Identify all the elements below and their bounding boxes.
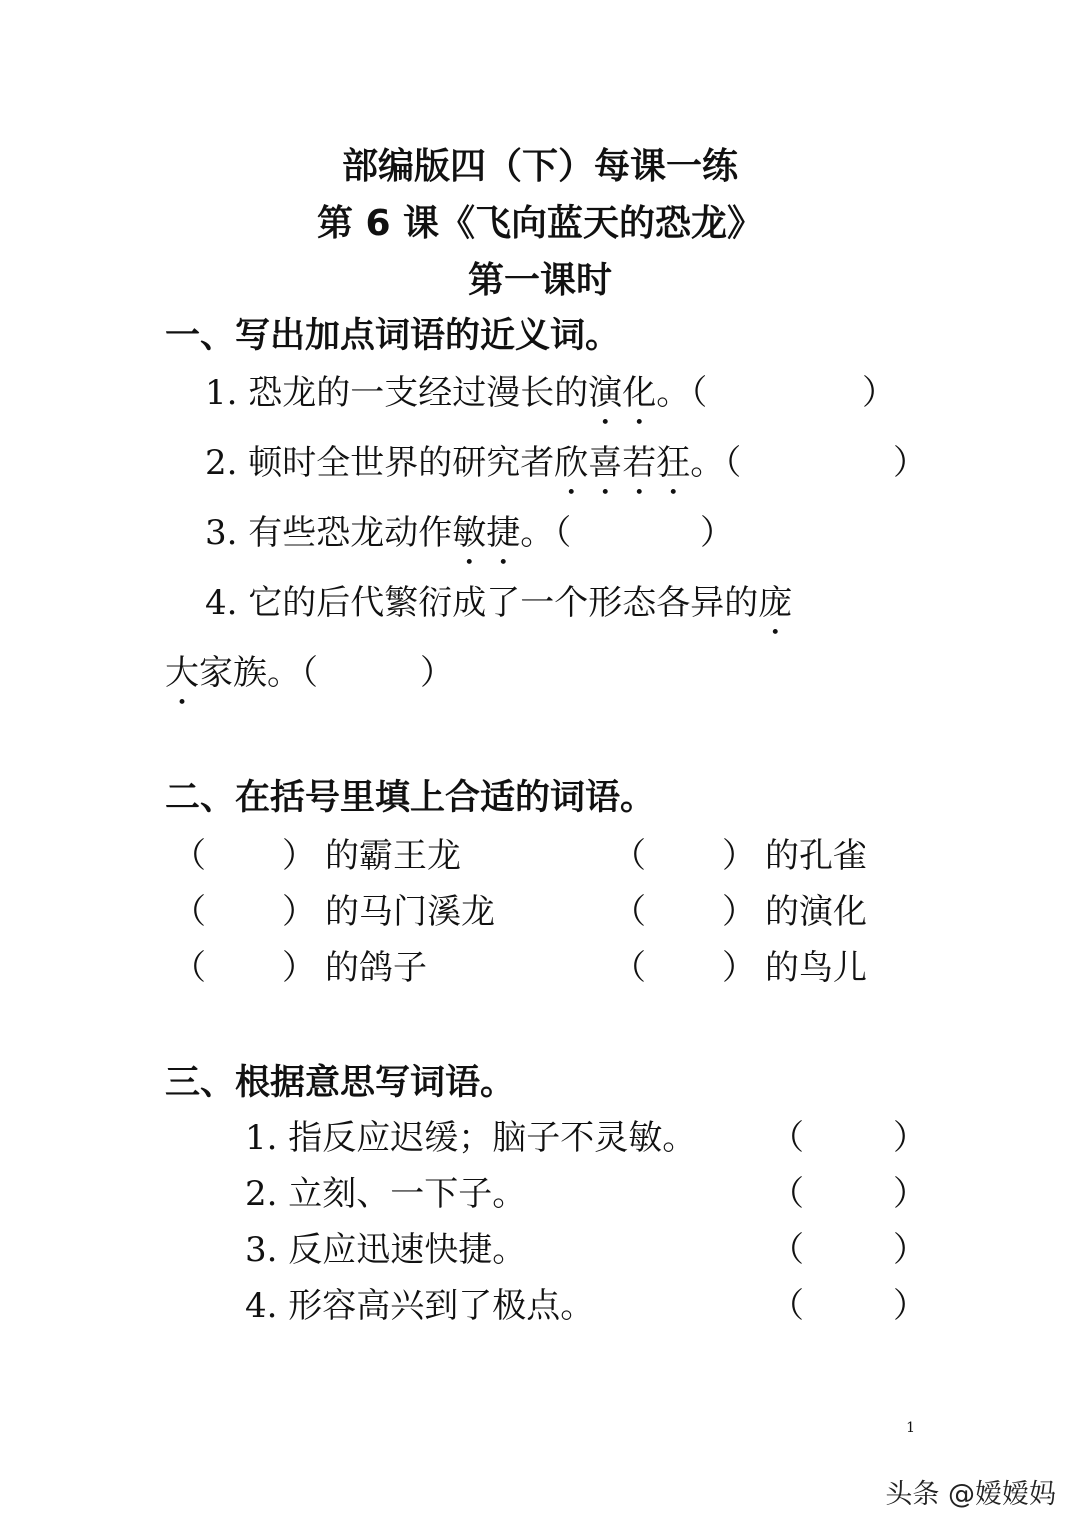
s2-close-paren: ） [722, 836, 756, 876]
s1-q2-open-paren: 。（ [690, 443, 742, 483]
s2-open-paren: （ [612, 948, 646, 988]
s1-question-3 [205, 505, 571, 573]
s1-q2-answer-close: ） [893, 443, 927, 483]
s3-item-2: 2. 立刻、一下子。 [245, 1174, 527, 1214]
s3-item-1: 1. 指反应迟缓；脑子不灵敏。 [245, 1118, 697, 1158]
s2-close-paren: ） [282, 836, 316, 876]
s1-question-4-line1 [205, 575, 792, 643]
s1-q3-text: 3. 有些恐龙动作 [205, 513, 453, 553]
s1-q1-dotted-word: 演化 [588, 373, 657, 413]
s2-item-5: 的鸽子 [325, 948, 427, 988]
s2-item-4: 的演化 [765, 892, 867, 932]
s1-q4-dotted-char-b: 大 [165, 653, 199, 693]
s1-q3-open-paren: 。（ [520, 513, 572, 553]
s1-q2-text: 2. 顿时全世界的研究者 [205, 443, 555, 483]
s3-close-paren: ） [893, 1174, 927, 1214]
s1-q1-text: 1. 恐龙的一支经过漫长的 [205, 373, 589, 413]
s1-q3-answer-close: ） [700, 513, 734, 553]
s2-open-paren: （ [172, 836, 206, 876]
s1-q4-dotted-char-a: 庞 [758, 583, 793, 623]
s3-close-paren: ） [893, 1118, 927, 1158]
worksheet-title: 部编版四（下）每课一练 [341, 146, 738, 187]
section1-heading: 一、写出加点词语的近义词。 [165, 316, 621, 356]
s2-close-paren: ） [282, 892, 316, 932]
s1-q1-answer-close: ） [862, 373, 896, 413]
s1-q4-answer-close: ） [420, 653, 454, 693]
s1-q4-text: 4. 它的后代繁衍成了一个形态各异的 [205, 583, 759, 623]
s3-open-paren: （ [770, 1230, 804, 1270]
s3-item-3: 3. 反应迅速快捷。 [245, 1230, 527, 1270]
lesson-title: 第 6 课《飞向蓝天的恐龙》 [316, 203, 764, 244]
s3-close-paren: ） [893, 1230, 927, 1270]
section2-heading: 二、在括号里填上合适的词语。 [165, 778, 656, 818]
s3-open-paren: （ [770, 1286, 804, 1326]
s1-q3-dotted-word: 敏捷 [452, 513, 521, 553]
s2-item-3: 的马门溪龙 [325, 892, 495, 932]
s3-item-4: 4. 形容高兴到了极点。 [245, 1286, 595, 1326]
s3-close-paren: ） [893, 1286, 927, 1326]
s2-close-paren: ） [722, 948, 756, 988]
s2-item-1: 的霸王龙 [325, 836, 461, 876]
s2-close-paren: ） [282, 948, 316, 988]
page-number: 1 [906, 1420, 915, 1436]
s1-q2-dotted-word: 欣喜若狂 [554, 443, 691, 483]
s1-q4-open-paren: 家族。（ [199, 653, 318, 693]
s2-item-2: 的孔雀 [765, 836, 867, 876]
s2-open-paren: （ [172, 948, 206, 988]
s1-q1-open-paren: 。（ [656, 373, 708, 413]
section3-heading: 三、根据意思写词语。 [165, 1063, 516, 1103]
s2-item-6: 的鸟儿 [765, 948, 867, 988]
s2-open-paren: （ [172, 892, 206, 932]
s3-open-paren: （ [770, 1118, 804, 1158]
s2-open-paren: （ [612, 836, 646, 876]
s2-open-paren: （ [612, 892, 646, 932]
lesson-period: 第一课时 [467, 260, 612, 301]
s2-close-paren: ） [722, 892, 756, 932]
s1-question-1 [205, 365, 707, 433]
watermark: 头条 @嫒嫒妈 [885, 1479, 1056, 1510]
s1-question-2 [205, 435, 741, 503]
s3-open-paren: （ [770, 1174, 804, 1214]
s1-question-4-line2 [165, 645, 318, 713]
